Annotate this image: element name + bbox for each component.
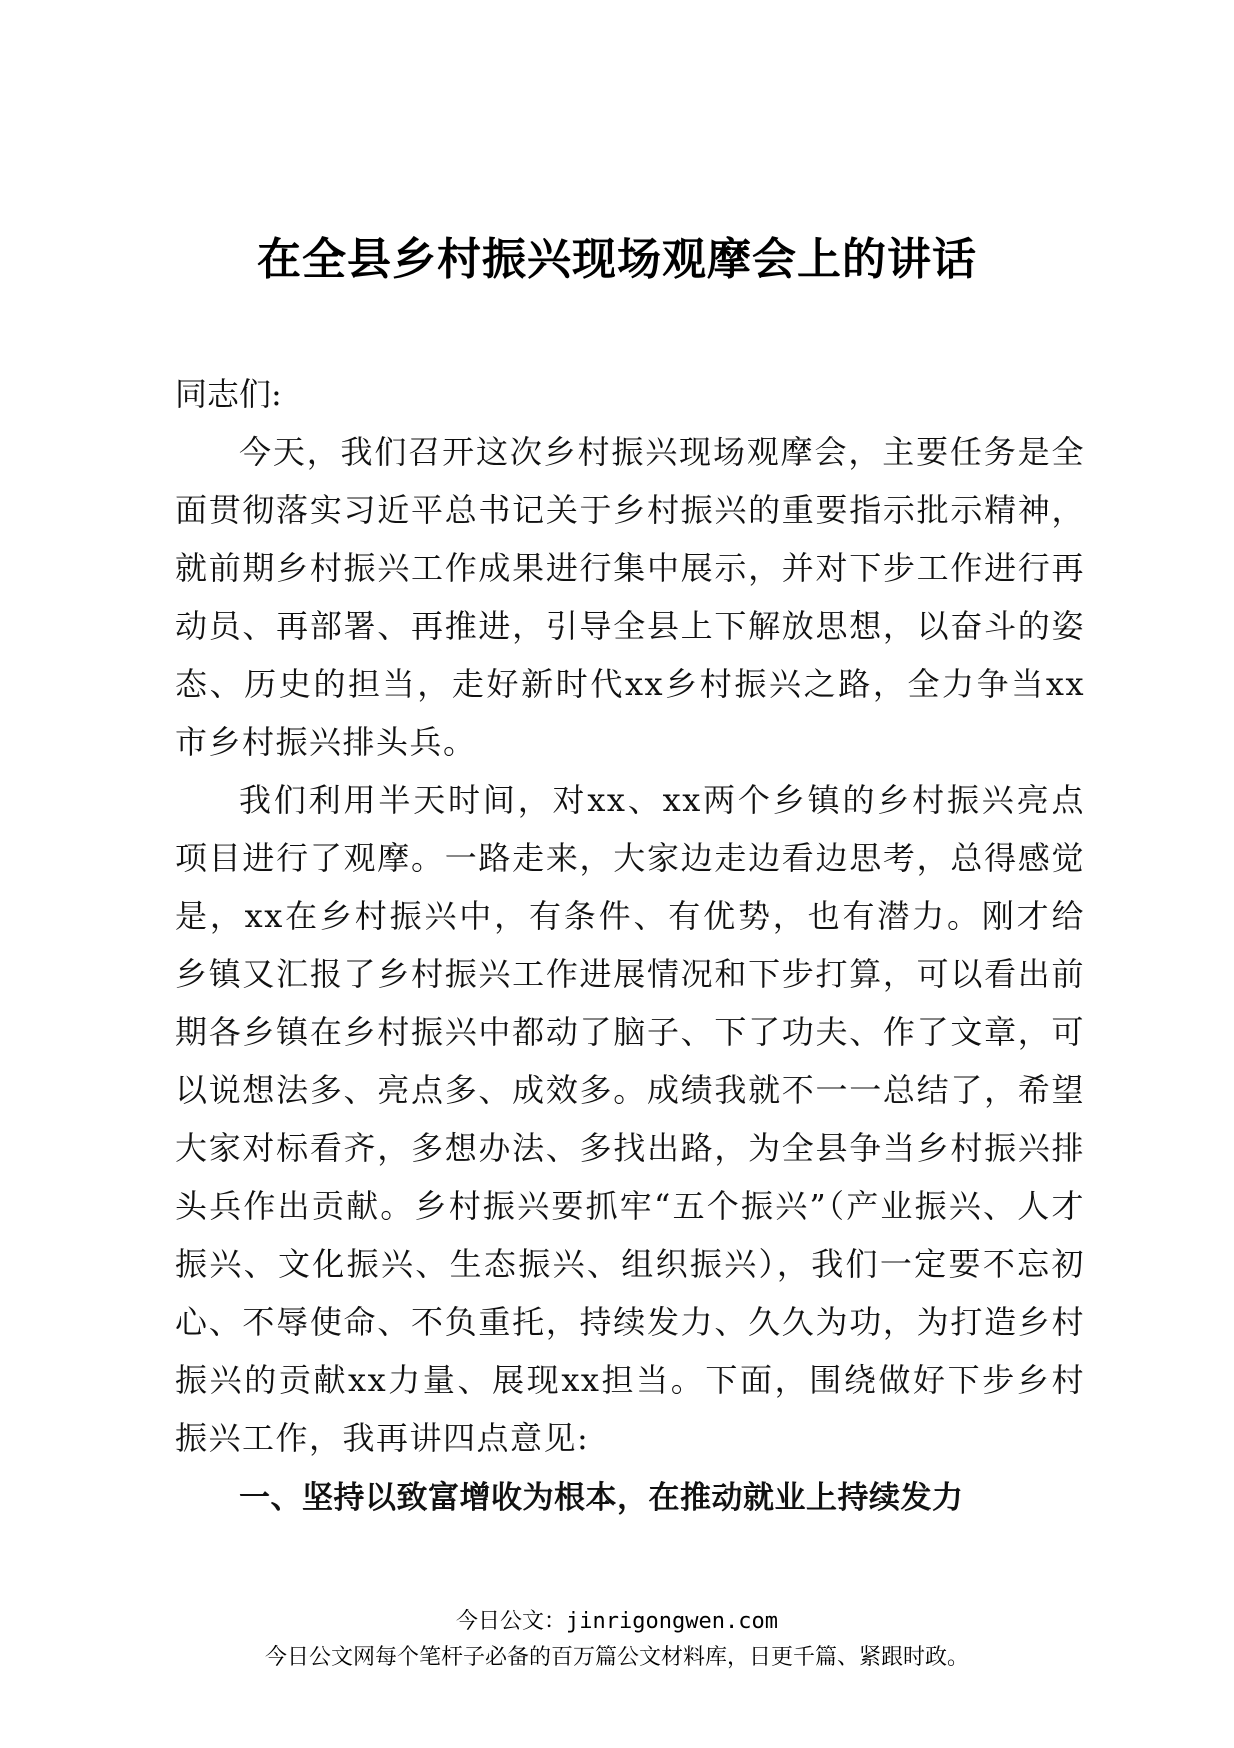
body-paragraph: 我们利用半天时间，对xx、xx两个乡镇的乡村振兴亮点项目进行了观摩。一路走来，大家边走边看边思考，总得感觉是，xx在乡村振兴中，有条件、有优势，也有潜力。刚才给乡镇又汇报了乡村振兴工作进展情况和下步打算，可以看出前期各乡镇在乡村振兴中都动了脑子、下了功夫、作了文章，可以说想法多、亮点多、成效多。成绩我就不一一总结了，希望大家对标看齐，多想办法、多找出路，为全县争当乡村振兴排头兵作出贡献。乡村振兴要抓牢“五个振兴”（产业振兴、人才振兴、文化振兴、生态振兴、组织振兴），我们一定要不忘初心、不辱使命、不负重托，持续发力、久久为功，为打造乡村振兴的贡献xx力量、展现xx担当。下面，围绕做好下步乡村振兴工作，我再讲四点意见:	[175, 781, 1085, 1457]
salutation: 同志们:	[175, 375, 282, 413]
footer-source-label: 今日公文：	[456, 1609, 567, 1634]
footer	[0, 1604, 1234, 1676]
footer-url: jinrigongwen.com	[566, 1609, 778, 1634]
footer-source	[0, 1604, 1234, 1640]
footer-slogan: 今日公文网每个笔杆子必备的百万篇公文材料库，日更千篇、紧跟时政。	[264, 1645, 969, 1670]
document-body	[175, 365, 1085, 1527]
section-heading: 一、坚持以致富增收为根本，在推动就业上持续发力	[239, 1480, 964, 1516]
document-title: 在全县乡村振兴现场观摩会上的讲话	[257, 234, 977, 285]
body-paragraph: 今天，我们召开这次乡村振兴现场观摩会，主要任务是全面贯彻落实习近平总书记关于乡村振兴的重要指示批示精神，就前期乡村振兴工作成果进行集中展示，并对下步工作进行再动员、再部署、再推进，引导全县上下解放思想，以奋斗的姿态、历史的担当，走好新时代xx乡村振兴之路，全力争当xx市乡村振兴排头兵。	[175, 433, 1085, 761]
